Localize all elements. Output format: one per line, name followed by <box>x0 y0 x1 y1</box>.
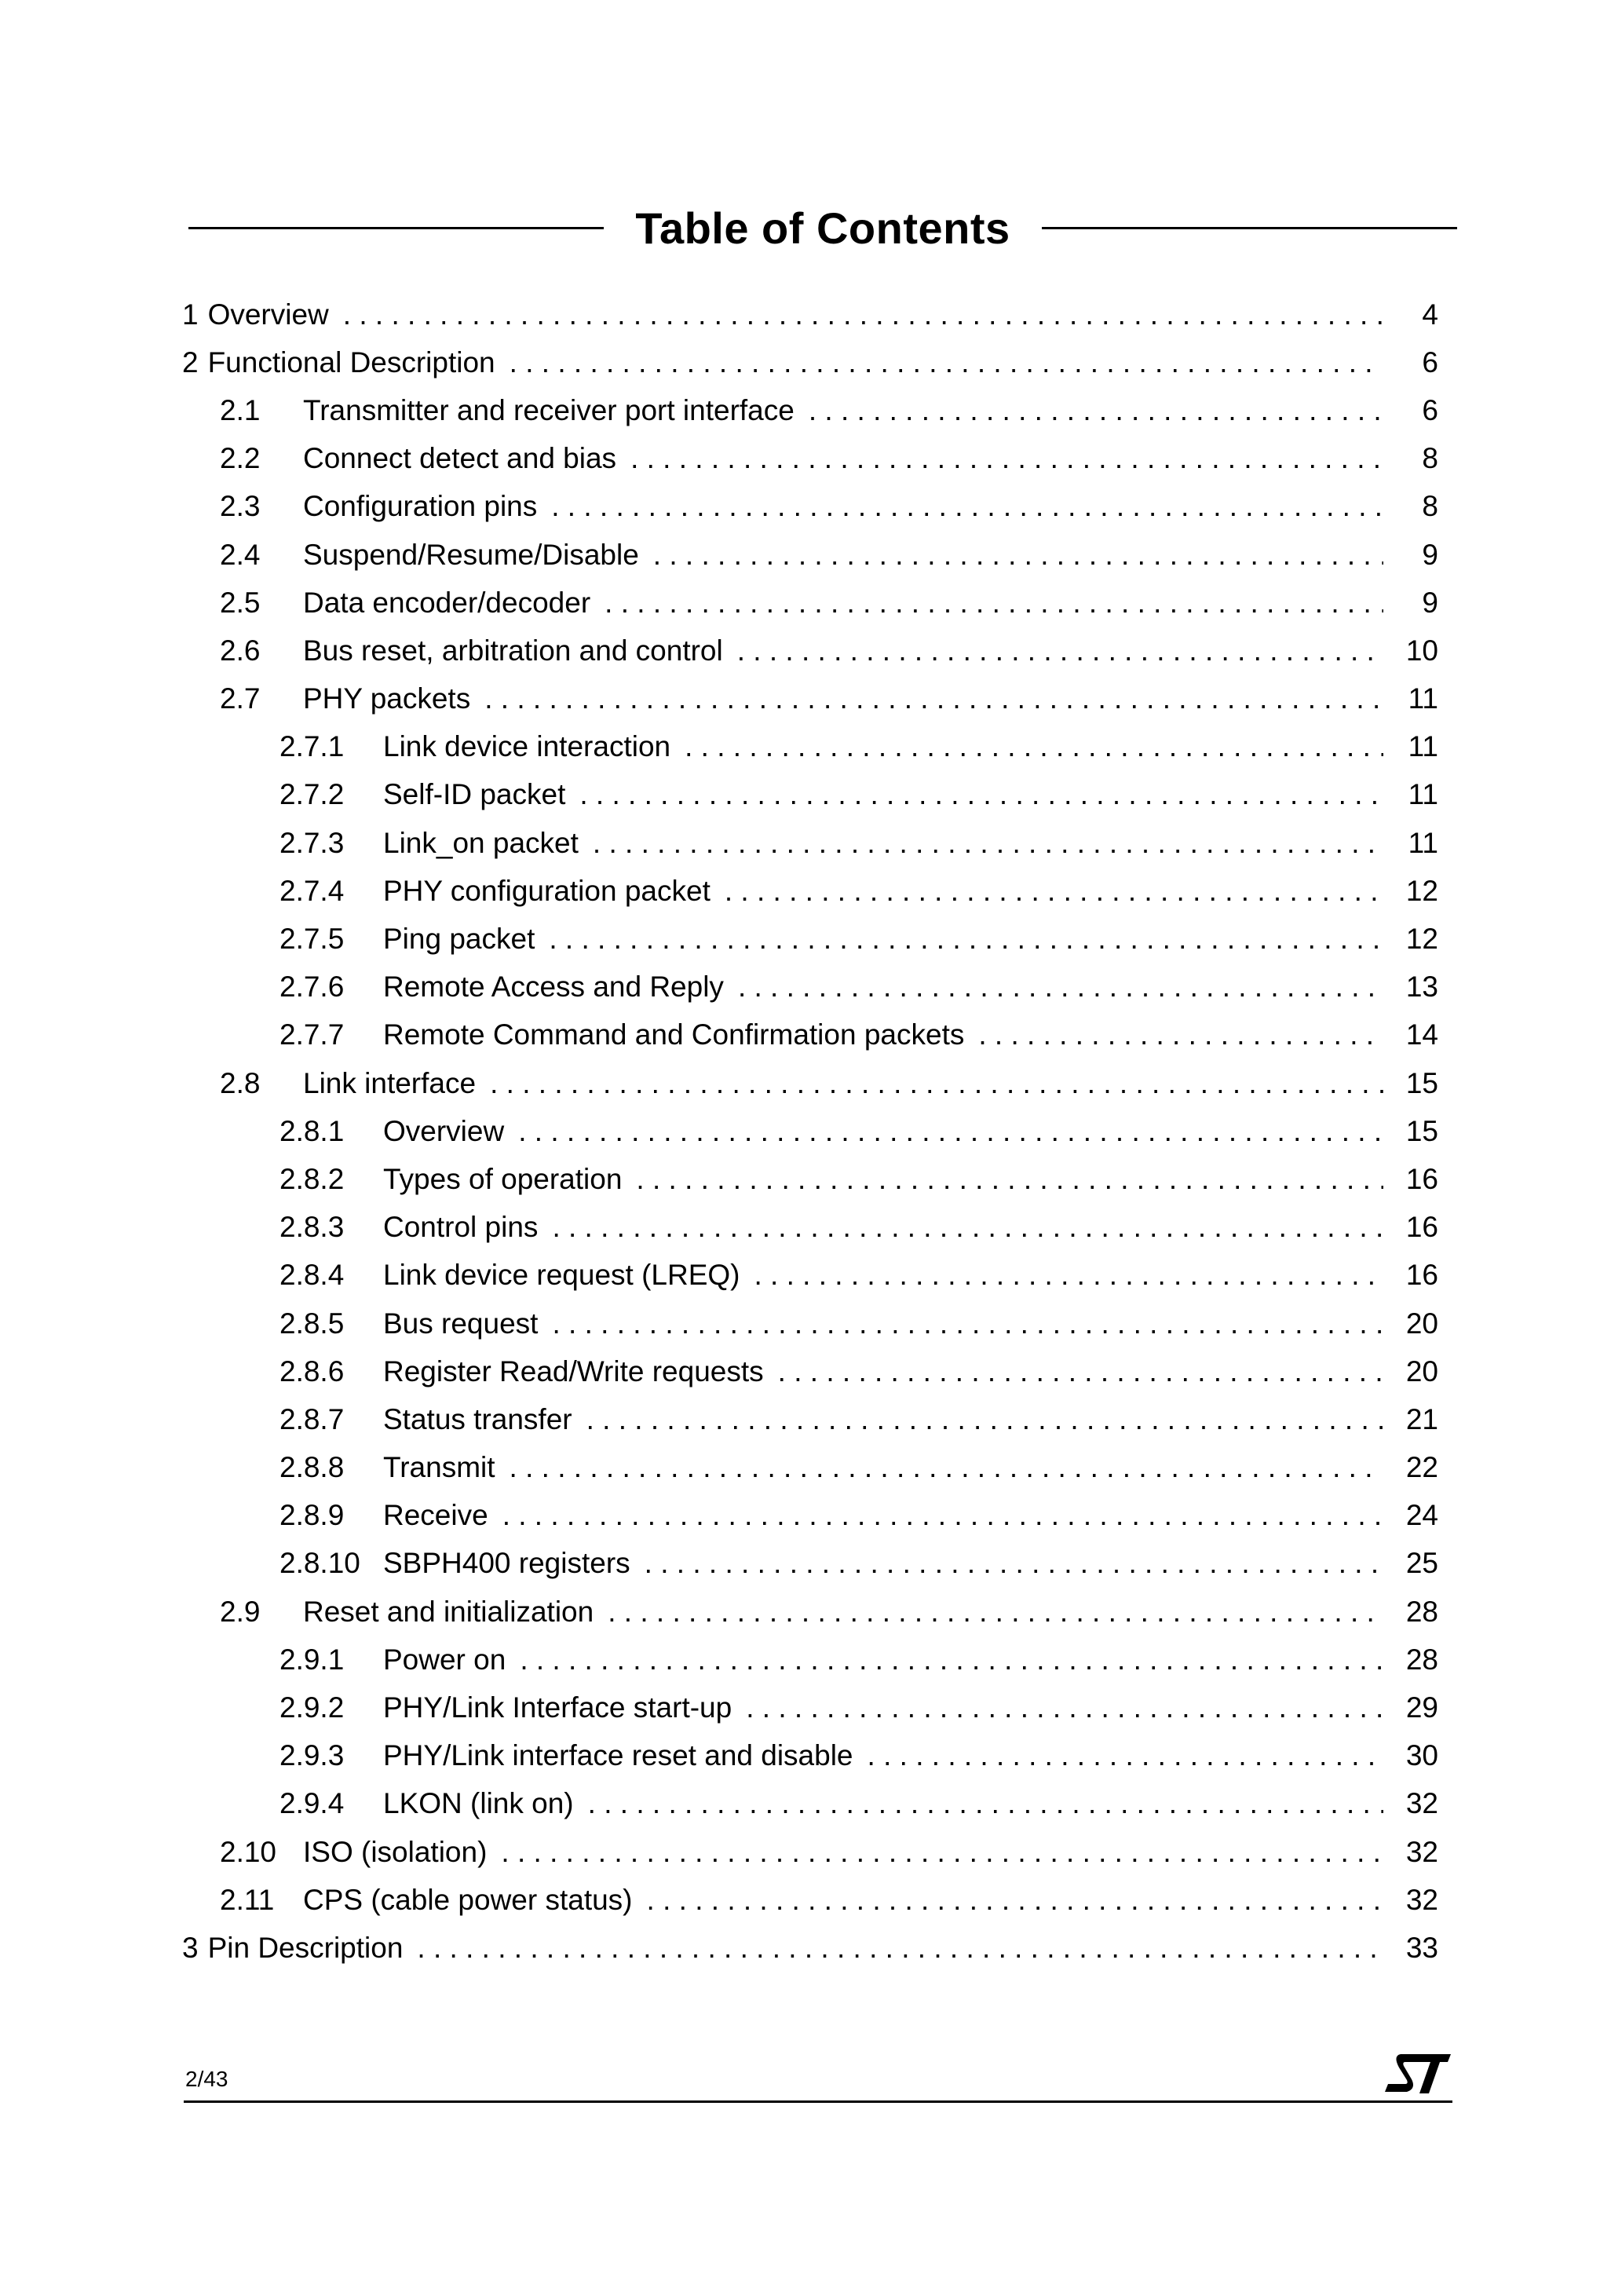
toc-entry-number: 2.8.10 <box>279 1547 360 1580</box>
toc-entry-title: Control pins <box>383 1211 539 1244</box>
dot-leader <box>636 1163 1383 1196</box>
toc-entry-number: 2.9.3 <box>279 1739 345 1772</box>
dot-leader <box>552 1211 1383 1244</box>
toc-entry-number: 2.7.7 <box>279 1018 345 1051</box>
toc-entry-page: 16 <box>1405 1211 1438 1244</box>
toc-entry[interactable] <box>182 483 1438 531</box>
toc-entry[interactable] <box>182 1540 1438 1588</box>
dot-leader <box>868 1739 1383 1772</box>
header-rule-right <box>1042 227 1457 229</box>
page-number: 2/43 <box>185 2067 228 2091</box>
toc-entry[interactable] <box>182 1828 1438 1876</box>
toc-entry-title: Register Read/Write requests <box>383 1355 764 1387</box>
dot-leader <box>510 1451 1383 1484</box>
toc-entry-number: 2.7.6 <box>279 971 345 1004</box>
toc-entry-number: 3 <box>182 1931 199 1964</box>
toc-entry[interactable] <box>182 579 1438 627</box>
dot-leader <box>490 1067 1383 1100</box>
toc-entry[interactable] <box>182 627 1438 675</box>
toc-entry-number: 2.8.9 <box>279 1499 345 1532</box>
toc-entry-page: 4 <box>1422 298 1438 331</box>
toc-entry-number: 2.9.2 <box>279 1691 345 1724</box>
toc-entry-title: Power on <box>383 1643 506 1676</box>
dot-leader <box>647 1884 1383 1917</box>
toc-entry-title: Status transfer <box>383 1402 572 1435</box>
toc-entry-number: 1 <box>182 298 199 331</box>
toc-entry-page: 6 <box>1422 393 1438 426</box>
dot-leader <box>484 682 1383 715</box>
toc-entry-number: 2.4 <box>220 538 261 571</box>
toc-entry-number: 2.3 <box>220 490 261 523</box>
toc-entry[interactable] <box>182 435 1438 483</box>
toc-entry-page: 13 <box>1405 971 1438 1004</box>
dot-leader <box>738 971 1383 1004</box>
dot-leader <box>417 1932 1383 1965</box>
toc-entry-page: 12 <box>1405 874 1438 907</box>
toc-entry-title: Link device interaction <box>383 730 671 763</box>
toc-entry-number: 2.8.3 <box>279 1211 345 1244</box>
page-title: Table of Contents <box>635 203 1010 253</box>
toc-entry-title: Configuration pins <box>303 490 538 523</box>
toc-entry-page: 28 <box>1405 1595 1438 1628</box>
header-rule-left <box>188 227 604 229</box>
toc-entry-page: 20 <box>1405 1307 1438 1340</box>
toc-entry-number: 2.9 <box>220 1595 261 1628</box>
toc-entry-title: Link_on packet <box>383 826 579 859</box>
dot-leader <box>653 539 1383 572</box>
dot-leader <box>551 490 1383 523</box>
dot-leader <box>978 1018 1383 1051</box>
toc-entry-page: 21 <box>1405 1402 1438 1435</box>
toc-entry-title: Functional Description <box>207 345 495 378</box>
toc-entry[interactable] <box>182 867 1438 915</box>
toc-entry-page: 30 <box>1405 1739 1438 1772</box>
toc-entry-number: 2.11 <box>220 1883 275 1916</box>
toc-entry[interactable] <box>182 1684 1438 1731</box>
toc-entry-title: Transmit <box>383 1451 495 1484</box>
toc-entry[interactable] <box>182 1492 1438 1540</box>
toc-entry-page: 12 <box>1405 923 1438 956</box>
toc-entry-page: 9 <box>1422 586 1438 619</box>
toc-entry-page: 16 <box>1405 1162 1438 1195</box>
toc-entry-title: Suspend/Resume/Disable <box>303 538 639 571</box>
toc-entry-number: 2.7.1 <box>279 730 345 763</box>
toc-entry-page: 11 <box>1408 826 1438 859</box>
toc-entry-number: 2.7.2 <box>279 778 345 811</box>
toc-entry-page: 15 <box>1405 1066 1438 1099</box>
toc-entry-title: Link interface <box>303 1066 477 1099</box>
toc-entry-title: Overview <box>383 1114 505 1147</box>
toc-entry[interactable] <box>182 819 1438 867</box>
toc-entry[interactable] <box>182 338 1438 386</box>
toc-entry-title: Remote Access and Reply <box>383 971 724 1004</box>
toc-entry-page: 10 <box>1405 634 1438 667</box>
toc-entry-page: 32 <box>1405 1835 1438 1868</box>
toc-entry-number: 2.7.4 <box>279 874 345 907</box>
toc-list <box>182 291 1438 1972</box>
toc-entry-title: Types of operation <box>383 1162 623 1195</box>
toc-entry-number: 2.7.5 <box>279 923 345 956</box>
toc-entry-title: PHY/Link interface reset and disable <box>383 1739 853 1772</box>
toc-entry-page: 29 <box>1405 1691 1438 1724</box>
toc-entry-page: 33 <box>1405 1931 1438 1964</box>
dot-leader <box>685 730 1383 763</box>
toc-entry-number: 2.9.4 <box>279 1787 345 1820</box>
dot-leader <box>520 1643 1383 1676</box>
dot-leader <box>725 875 1383 908</box>
toc-entry-title: SBPH400 registers <box>383 1547 630 1580</box>
dot-leader <box>549 923 1383 956</box>
toc-entry[interactable] <box>182 1780 1438 1828</box>
dot-leader <box>605 587 1383 620</box>
toc-entry-number: 2.8.1 <box>279 1114 345 1147</box>
toc-entry-title: Transmitter and receiver port interface <box>303 393 795 426</box>
dot-leader <box>778 1355 1383 1388</box>
toc-entry-title: Self-ID packet <box>383 778 566 811</box>
toc-entry-number: 2.8.4 <box>279 1259 345 1292</box>
toc-entry-page: 32 <box>1405 1883 1438 1916</box>
toc-entry-number: 2.10 <box>220 1835 277 1868</box>
footer-rule <box>184 2100 1452 2103</box>
toc-entry-number: 2.7 <box>220 682 261 715</box>
toc-entry-title: ISO (isolation) <box>303 1835 488 1868</box>
toc-entry-page: 8 <box>1422 442 1438 475</box>
toc-entry-page: 6 <box>1422 345 1438 378</box>
toc-entry-page: 14 <box>1405 1018 1438 1051</box>
toc-entry-page: 20 <box>1405 1355 1438 1387</box>
toc-entry-title: PHY packets <box>303 682 471 715</box>
toc-entry-number: 2.8 <box>220 1066 261 1099</box>
toc-entry-title: Remote Command and Confirmation packets <box>383 1018 965 1051</box>
dot-leader <box>754 1259 1383 1292</box>
toc-entry[interactable] <box>182 675 1438 723</box>
dot-leader <box>579 778 1383 811</box>
toc-entry-page: 25 <box>1405 1547 1438 1580</box>
dot-leader <box>608 1596 1383 1629</box>
toc-entry-page: 32 <box>1405 1787 1438 1820</box>
toc-entry[interactable] <box>182 1924 1438 1972</box>
toc-entry-number: 2.1 <box>220 393 261 426</box>
toc-entry-title: CPS (cable power status) <box>303 1883 633 1916</box>
toc-entry-title: Connect detect and bias <box>303 442 617 475</box>
toc-entry-page: 28 <box>1405 1643 1438 1676</box>
dot-leader <box>510 346 1383 379</box>
dot-leader <box>809 394 1383 427</box>
dot-leader <box>588 1787 1383 1820</box>
toc-entry[interactable] <box>182 1011 1438 1059</box>
dot-leader <box>518 1115 1383 1148</box>
toc-entry[interactable] <box>182 1636 1438 1684</box>
toc-entry-page: 22 <box>1405 1451 1438 1484</box>
toc-entry-title: Overview <box>207 298 329 331</box>
toc-entry[interactable] <box>182 291 1438 338</box>
toc-entry-number: 2.8.5 <box>279 1307 345 1340</box>
toc-entry-title: Bus request <box>383 1307 539 1340</box>
toc-entry[interactable] <box>182 1395 1438 1443</box>
toc-entry-number: 2.7.3 <box>279 826 345 859</box>
dot-leader <box>630 442 1383 475</box>
toc-entry-page: 11 <box>1408 730 1438 763</box>
st-logo-icon <box>1383 2051 1451 2097</box>
toc-entry-title: PHY/Link Interface start-up <box>383 1691 732 1724</box>
toc-entry-page: 11 <box>1408 778 1438 811</box>
toc-entry-title: PHY configuration packet <box>383 874 711 907</box>
toc-entry-number: 2.5 <box>220 586 261 619</box>
toc-entry[interactable] <box>182 1252 1438 1300</box>
toc-entry[interactable] <box>182 1107 1438 1155</box>
toc-entry[interactable] <box>182 963 1438 1011</box>
dot-leader <box>737 634 1383 667</box>
toc-entry[interactable] <box>182 771 1438 819</box>
toc-entry-number: 2.9.1 <box>279 1643 345 1676</box>
toc-entry-page: 11 <box>1408 682 1438 715</box>
toc-entry-number: 2.6 <box>220 634 261 667</box>
dot-leader <box>746 1691 1383 1724</box>
dot-leader <box>343 298 1383 331</box>
toc-entry[interactable] <box>182 723 1438 771</box>
toc-entry-number: 2 <box>182 345 199 378</box>
toc-entry[interactable] <box>182 1300 1438 1347</box>
toc-entry-title: Receive <box>383 1499 488 1532</box>
toc-entry-title: Data encoder/decoder <box>303 586 591 619</box>
toc-entry[interactable] <box>182 386 1438 434</box>
toc-entry-title: Bus reset, arbitration and control <box>303 634 723 667</box>
toc-entry-page: 24 <box>1405 1499 1438 1532</box>
dot-leader <box>645 1547 1383 1580</box>
toc-entry-number: 2.8.2 <box>279 1162 345 1195</box>
toc-entry[interactable] <box>182 1059 1438 1107</box>
toc-entry[interactable] <box>182 1155 1438 1203</box>
toc-entry-page: 9 <box>1422 538 1438 571</box>
toc-entry[interactable] <box>182 1204 1438 1252</box>
toc-entry-title: Reset and initialization <box>303 1595 594 1628</box>
toc-entry[interactable] <box>182 1347 1438 1395</box>
dot-leader <box>586 1403 1383 1436</box>
toc-entry-number: 2.8.6 <box>279 1355 345 1387</box>
toc-entry-number: 2.2 <box>220 442 261 475</box>
toc-entry-page: 8 <box>1422 490 1438 523</box>
toc-entry[interactable] <box>182 915 1438 963</box>
toc-entry[interactable] <box>182 1444 1438 1492</box>
toc-entry[interactable] <box>182 1732 1438 1780</box>
toc-entry-number: 2.8.8 <box>279 1451 345 1484</box>
dot-leader <box>501 1836 1383 1869</box>
toc-entry-page: 16 <box>1405 1259 1438 1292</box>
toc-entry-title: Link device request (LREQ) <box>383 1259 740 1292</box>
toc-entry-page: 15 <box>1405 1114 1438 1147</box>
dot-leader <box>552 1307 1383 1340</box>
toc-entry[interactable] <box>182 531 1438 579</box>
toc-entry-title: Ping packet <box>383 923 535 956</box>
toc-entry[interactable] <box>182 1876 1438 1924</box>
toc-header <box>188 196 1457 259</box>
toc-entry-number: 2.8.7 <box>279 1402 345 1435</box>
toc-entry[interactable] <box>182 1588 1438 1636</box>
toc-entry-title: Pin Description <box>207 1931 404 1964</box>
dot-leader <box>593 827 1383 860</box>
dot-leader <box>502 1499 1383 1532</box>
toc-entry-title: LKON (link on) <box>383 1787 574 1820</box>
